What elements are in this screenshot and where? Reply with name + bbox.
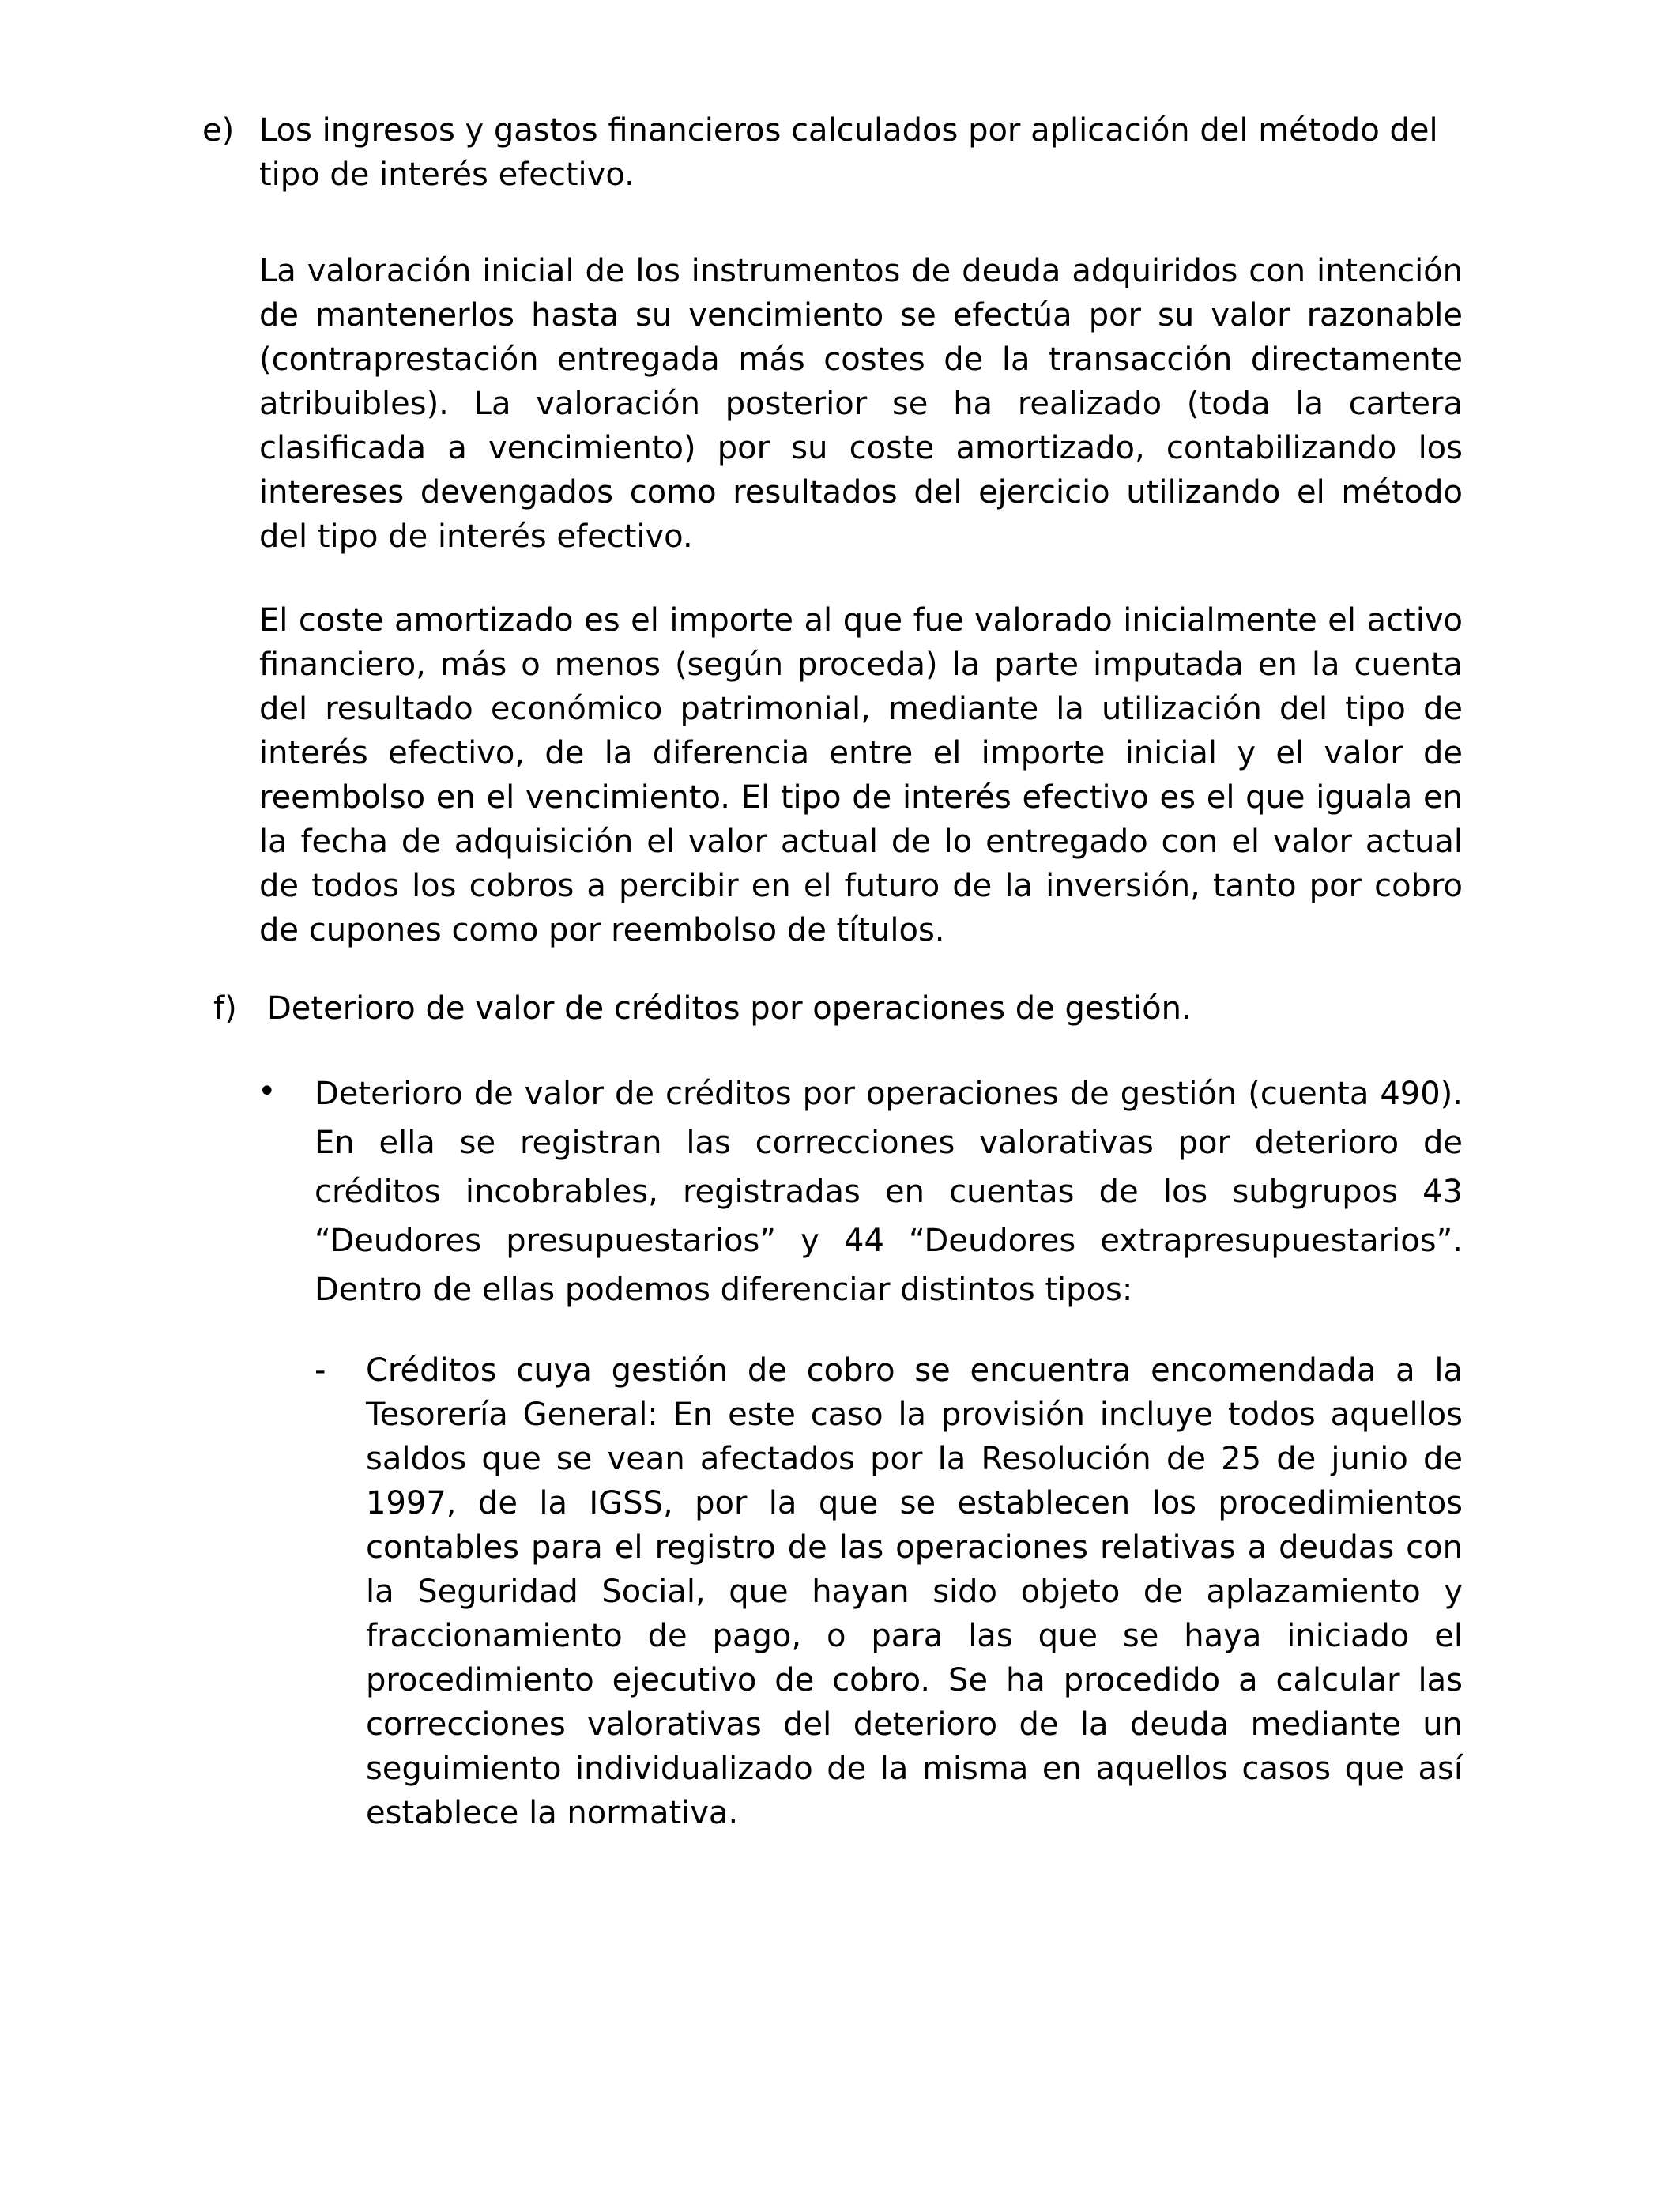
dash-marker: - (315, 1352, 326, 1389)
dash-item-text: Créditos cuya gestión de cobro se encuentra encomendada a la Tesorería General: En este caso la provisión incluye todos aquellos saldos que se vean afectados por la Resolución de 25 de junio de 1997, de la IGSS, por la que se establecen los procedimientos contables para el registro de las operaciones relativas a deudas con la Seguridad Social, que hayan sido objeto de aplazamiento y fraccionamiento de pago, o para las que se haya iniciado el procedimiento ejecutivo de cobro. Se ha procedido a calcular las correcciones valorativas del deterioro de la deuda mediante un seguimiento individualizado de la misma en aquellos casos que así establece la normativa. (366, 1352, 1463, 1831)
paragraph-amortized-cost: El coste amortizado es el importe al que fue valorado inicialmente el activo financiero, más o menos (según proceda) la parte imputada en la cuenta del resultado económico patrimonial, mediante la utilización del tipo de interés efectivo, de la diferencia entre el importe inicial y el valor de reembolso en el vencimiento. El tipo de interés efectivo es el que iguala en la fecha de adquisición el valor actual de lo entregado con el valor actual de todos los cobros a percibir en el futuro de la inversión, tanto por cobro de cupones como por reembolso de títulos. (259, 602, 1463, 948)
bullet-item-impairment-account (258, 1069, 1463, 1314)
list-item-f-text: Deterioro de valor de créditos por operaciones de gestión. (267, 990, 1192, 1027)
list-marker-e: e) (202, 112, 235, 149)
list-marker-f: f) (213, 990, 237, 1027)
list-item-f (213, 986, 1463, 1031)
bullet-item-text: Deterioro de valor de créditos por operaciones de gestión (cuenta 490). En ella se registran las correcciones valorativas por deterioro de créditos incobrables, registradas en cuentas de los subgrupos 43 “Deudores presupuestarios” y 44 “Deudores extrapresupuestarios”. Dentro de ellas podemos diferenciar distintos tipos: (315, 1076, 1463, 1308)
paragraph-initial-valuation: La valoración inicial de los instrumentos de deuda adquiridos con intención de mantenerlos hasta su vencimiento se efectúa por su valor razonable (contraprestación entregada más costes de la transacción directamente atribuibles). La valoración posterior se ha realizado (toda la cartera clasificada a vencimiento) por su coste amortizado, contabilizando los intereses devengados como resultados del ejercicio utilizando el método del tipo de interés efectivo. (259, 253, 1463, 555)
bullet-icon: • (258, 1073, 277, 1110)
list-item-e-text: Los ingresos y gastos financieros calculados por aplicación del método del tipo de interés efectivo. (259, 112, 1438, 193)
list-item-e (202, 108, 1463, 197)
dash-item-tesoreria-credits (315, 1348, 1463, 1835)
